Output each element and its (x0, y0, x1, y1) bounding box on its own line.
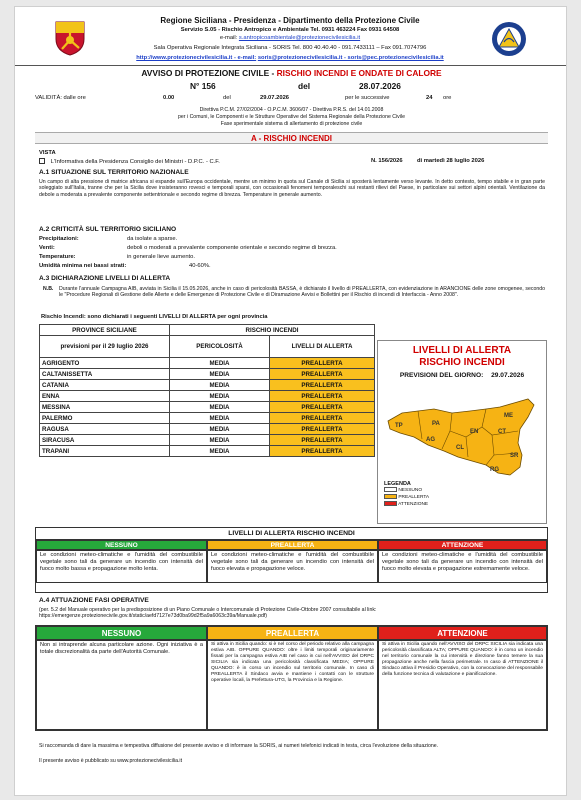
legend-label: NESSUNO (398, 488, 423, 493)
levels-desc-title: LIVELLI DI ALLERTA RISCHIO INCENDI (36, 528, 547, 540)
a2-row (39, 254, 545, 263)
province-name: AGRIGENTO (40, 358, 170, 369)
province-name: RAGUSA (40, 424, 170, 435)
validity-from-date: 29.07.2026 (260, 95, 290, 101)
email-label: e-mail: (219, 35, 238, 41)
phase-col-preallerta (207, 626, 378, 730)
legend-item (384, 487, 429, 494)
table-row (40, 424, 375, 435)
map-title-1: LIVELLI DI ALLERTA (412, 345, 512, 356)
org-title: Regione Siciliana - Presidenza - Dipartimento della Protezione Civile (160, 16, 420, 25)
alert-level: PREALLERTA (270, 446, 375, 457)
level-head: PREALLERTA (207, 540, 378, 550)
notice-title-black: AVVISO DI PROTEZIONE CIVILE - (141, 68, 277, 78)
province-name: ENNA (40, 391, 170, 402)
validity-from-hour: 0.00 (163, 95, 175, 101)
validity-next-label: per le successive (345, 95, 390, 101)
website-link[interactable]: http://www.protezionecivilesicilia.it - e-mail: (136, 55, 257, 61)
map-legend (384, 481, 429, 508)
phase-text: Si attiva in Sicilia quando: si è nel corso del periodo relativo alla campagna estiva AIB. OPPURE QUANDO: oltre i limiti temporali originariamente fissati per la campagna estiva AIB nel caso in cui nell'AVVISO del DRPC SICILIA sia indicata una pericolosità classificata MEDIA; OPPURE QUANDO: è in corso un incendio sul territorio comunale. In caso di PREALLERTA il Sindaco avvia e mantiene i contatti con le strutture operative locali, la Prefettura-UTG, la Provincia e la Regione. (207, 640, 378, 730)
vista-text: L'Informativa della Presidenza Consiglio dei Ministri - D.P.C. - C.F. (50, 158, 220, 165)
alert-level: PREALLERTA (270, 391, 375, 402)
level-text: Le condizioni meteo-climatiche e l'umidità del combustibile vegetale sono tali da generare un incendio con intensità del fuoco elevata e propagazione veloce. (207, 550, 378, 583)
legend-swatch (384, 487, 397, 492)
table-row (40, 358, 375, 369)
col-risk: RISCHIO INCENDI (170, 325, 375, 336)
map-label-tp: TP (395, 423, 403, 429)
level-text: Le condizioni meteo-climatiche e l'umidità del combustibile vegetale sono tali da generare un incendio con intensità del fuoco molto bassa e propagazione molto lenta. (36, 550, 207, 583)
map-label-en: EN (470, 429, 479, 435)
table-row (40, 402, 375, 413)
map-label-cl: CL (456, 445, 464, 451)
levels-intro (41, 314, 268, 321)
map-label-me: ME (504, 413, 513, 419)
legend-title: LEGENDA (384, 481, 411, 487)
section-a-title: A - RISCHIO INCENDI (35, 132, 548, 144)
directive-line-2: per i Comuni, le Componenti e le Strutture Operative del Sistema Regionale della Protezione Civile (178, 114, 405, 120)
a1-text: Un campo di alta pressione di matrice africana si espande sull'Europa occidentale, mentre un minimo in quota sul Canale di Sicilia si sposterà lentamente verso levante. In detto contesto, tempo stabile e in gran parte soleggiato sull'Italia, tranne che per la Sicilia dove insisteranno rovesci e temporali sparsi, con occasionali fenomeni temporaleschi sui restanti rilievi del Paese, in particolare sui settori alpini orientali. Ventilazione da debole a moderata a prevalente componente settentrionale e secondo regime di brezza. Temperature in generale aumento. (39, 179, 545, 198)
danger-value: MEDIA (170, 380, 270, 391)
col-forecast: previsioni per il 29 luglio 2026 (40, 336, 170, 358)
danger-value: MEDIA (170, 402, 270, 413)
a4-text: (per. 5.2 del Manuale operativo per la predisposizione di un Piano Comunale o Intercomunale di Protezione Civile-Ottobre 2007 consultabile al link: https://emergenze.protezionecivile.gov.it/static/aefd7127e73d0ba99d2f5a9a6063c39a/Manuale.pdf) (39, 607, 377, 620)
validity-del: del (223, 95, 231, 101)
vista-title: VISTA (39, 150, 56, 156)
validity-label: VALIDITÀ: dalle ore (35, 95, 86, 101)
vista-line (39, 158, 544, 166)
notice-del: del (298, 81, 311, 91)
legend-label: ATTENZIONE (398, 502, 429, 507)
vista-date: di martedì 28 luglio 2026 (417, 158, 485, 164)
a2-value: deboli o moderati a prevalente componente orientale e secondo regime di brezza. (127, 245, 337, 251)
a2-value: in generale lieve aumento. (127, 254, 195, 260)
a2-key: Precipitazioni: (39, 236, 79, 242)
a4-title: A.4 ATTUAZIONE FASI OPERATIVE (39, 597, 149, 604)
danger-value: MEDIA (170, 358, 270, 369)
email-line (95, 35, 485, 42)
legend-item (384, 501, 429, 508)
a2-value: 40-60%. (189, 263, 211, 269)
province-name: PALERMO (40, 413, 170, 424)
protezione-civile-emblem-logo (491, 21, 527, 57)
map-forecast-date: 29.07.2026 (491, 372, 525, 379)
map-title-2: RISCHIO INCENDI (419, 357, 505, 368)
danger-value: MEDIA (170, 369, 270, 380)
alert-level: PREALLERTA (270, 369, 375, 380)
table-row (40, 380, 375, 391)
map-label-rg: RG (490, 467, 499, 473)
legend-label: PREALLERTA (398, 495, 430, 500)
a3-nb: N.B. (43, 286, 54, 292)
province-name: SIRACUSA (40, 435, 170, 446)
sicily-map (382, 391, 542, 479)
province-name: CALTANISSETTA (40, 369, 170, 380)
vista-ref: N. 156/2026 (371, 158, 403, 164)
map-forecast-label: PREVISIONI DEL GIORNO: (399, 372, 484, 379)
table-row (40, 391, 375, 402)
a2-key: Venti: (39, 245, 55, 251)
validity-hours: 24 (426, 95, 433, 101)
a2-title: A.2 CRITICITÀ SUL TERRITORIO SICILIANO (39, 226, 177, 233)
footer-publication: Il presente avviso è pubblicato su www.protezionecivilesicilia.it (39, 758, 183, 764)
a2-key: Temperature: (39, 254, 76, 260)
map-label-ag: AG (426, 437, 435, 443)
map-label-pa: PA (432, 421, 440, 427)
alert-level: PREALLERTA (270, 358, 375, 369)
level-col-preallerta (207, 540, 378, 583)
legend-swatch (384, 494, 397, 499)
phase-head: ATTENZIONE (378, 626, 547, 640)
table-row (40, 413, 375, 424)
notice-title (35, 68, 548, 78)
province-name: CATANIA (40, 380, 170, 391)
phase-text: Si attiva in Sicilia quando nell'AVVISO del DRPC SICILIA sia indicata una pericolosità classificata ALTA; OPPURE QUANDO: è in corso un incendio nel territorio comunale la cui intensità e direzione fanno temere la sua propagazione anche nella fascia perimetrale. In caso di ATTENZIONE il Sindaco attiva il Presidio Operativo, con la convocazione del responsabile della funzione tecnica di valutazione e pianificazione. (378, 640, 547, 730)
footer-recommendation: Si raccomanda di dare la massima e tempestiva diffusione del presente avviso e di informare la SORIS, ai numeri telefonici indicati in testa, circa l'evoluzione della situazione. (39, 743, 439, 749)
table-row (40, 369, 375, 380)
danger-value: MEDIA (170, 413, 270, 424)
a1-title: A.1 SITUAZIONE SUL TERRITORIO NAZIONALE (39, 169, 189, 176)
levels-description-box (35, 527, 548, 593)
phase-col-attenzione (378, 626, 547, 730)
directive-line-1: Direttiva P.C.M. 27/02/2004 - O.P.C.M. 3606/07 - Direttiva P.R.S. del 14.01.2008 (199, 107, 384, 113)
alert-level: PREALLERTA (270, 435, 375, 446)
map-label-sr: SR (510, 453, 519, 459)
province-name: TRAPANI (40, 446, 170, 457)
levels-desc-cols (36, 540, 547, 583)
col-level: LIVELLI DI ALLERTA (270, 336, 375, 358)
table-row (40, 435, 375, 446)
level-col-nessuno (36, 540, 207, 583)
province-levels-table (39, 324, 375, 457)
levels-intro-text: Rischio Incendi: sono dichiarati i seguenti LIVELLI DI ALLERTA per ogni provincia (41, 314, 268, 320)
a2-value: da isolate a sparse. (127, 236, 178, 242)
phase-text: Non si intraprende alcuna particolare azione. Ogni iniziativa è a totale discrezionalità da parte dell'Autorità Comunale. (36, 640, 207, 730)
a2-list (39, 236, 545, 272)
checkbox-icon (39, 158, 45, 164)
phase-head: PREALLERTA (207, 626, 378, 640)
a2-row (39, 236, 545, 245)
alert-level: PREALLERTA (270, 380, 375, 391)
notice-date: 28.07.2026 (359, 81, 401, 91)
danger-value: MEDIA (170, 446, 270, 457)
directive-line-3: Fase sperimentale sistema di allertamento di protezione civile (220, 121, 363, 127)
validity-hours-unit: ore (443, 95, 452, 101)
a3-title: A.3 DICHIARAZIONE LIVELLI DI ALLERTA (39, 275, 171, 282)
a2-key: Umidità minima nei bassi strati: (39, 263, 127, 269)
phase-col-nessuno (36, 626, 207, 730)
map-panel (377, 340, 547, 524)
sicily-region-crest-logo (51, 19, 89, 57)
notice-document (14, 6, 567, 796)
alert-level: PREALLERTA (270, 413, 375, 424)
service-line: Servizio S.05 - Rischio Antropico e Ambientale Tel. 0931 463224 Fax 0931 64508 (180, 27, 400, 33)
alert-level: PREALLERTA (270, 424, 375, 435)
map-label-ct: CT (498, 429, 506, 435)
col-danger: PERICOLOSITÀ (170, 336, 270, 358)
danger-value: MEDIA (170, 424, 270, 435)
level-head: ATTENZIONE (378, 540, 547, 550)
soris-emails-link[interactable]: soris@protezionecivilesicilia.it - soris@pec.protezionecivilesicilia.it (257, 55, 444, 61)
map-forecast (378, 372, 546, 379)
a3-text: Durante l'annuale Campagna AIB, avviata in Sicilia il 15.05.2026, anche in caso di pericolosità BASSA, è dichiarato il livello di PREALLERTA, con evidenziazione in ARANCIONE delle zone omogenee, secondo le "Procedure Regionali di Gestione delle Allerte e delle Emergenze di Protezione Civile e di Diramazione Avvisi e Bollettini per il Rischio di incendi di Interfaccia - Anno 2008". (59, 286, 545, 299)
alert-level: PREALLERTA (270, 402, 375, 413)
level-head: NESSUNO (36, 540, 207, 550)
province-name: MESSINA (40, 402, 170, 413)
notice-number: N° 156 (190, 81, 216, 91)
divider (15, 65, 567, 66)
soris-line: Sala Operativa Regionale Integrata Siciliana - SORIS Tel. 800 40.40.40 - 091.7433111 – Fax 091.7074796 (153, 45, 427, 51)
legend-item (384, 494, 429, 501)
legend-swatch (384, 501, 397, 506)
a2-row (39, 245, 545, 254)
col-province: PROVINCE SICILIANE (40, 325, 170, 336)
level-col-attenzione (378, 540, 547, 583)
level-text: Le condizioni meteo-climatiche e l'umidità del combustibile vegetale sono tali da generare un incendio con intensità del fuoco molto elevata e propagazione estremamente veloce. (378, 550, 547, 583)
table-row (40, 446, 375, 457)
a2-row (39, 263, 545, 272)
danger-value: MEDIA (170, 391, 270, 402)
phase-head: NESSUNO (36, 626, 207, 640)
web-line (75, 55, 505, 62)
email-link[interactable]: s.antropicoambientale@protezionecivilesicilia.it (238, 35, 361, 41)
danger-value: MEDIA (170, 435, 270, 446)
phases-box (35, 625, 548, 731)
notice-title-red: RISCHIO INCENDI E ONDATE DI CALORE (276, 68, 442, 78)
